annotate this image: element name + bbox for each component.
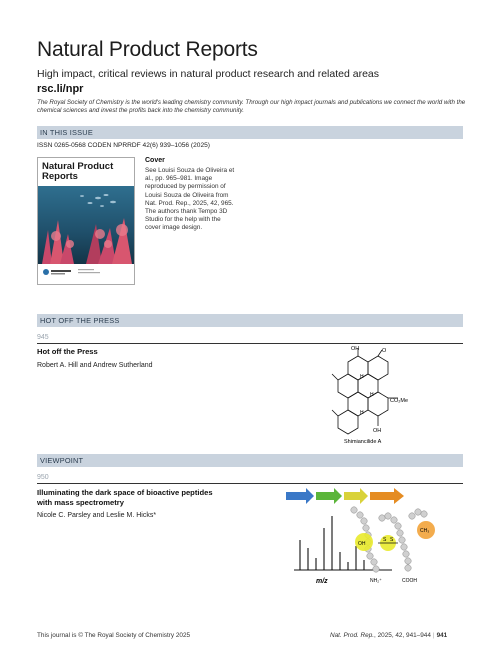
issn-line: ISSN 0265-0568 CODEN NPRRDF 42(6) 939–1056 (2025)	[37, 142, 210, 149]
hot-article-title-link[interactable]: Hot off the Press	[37, 347, 98, 356]
peptide-ms-graphic	[282, 488, 442, 588]
footer-citation: Nat. Prod. Rep., 2025, 42, 941–944 | 941	[330, 632, 448, 639]
rsc-mission-statement: The Royal Society of Chemistry is the world's leading chemistry community. Through our high impact journals and publications we connect the world with the chemical sciences and invest the profits back into the chemistry community.	[37, 99, 466, 115]
viewpoint-page-number: 950	[37, 474, 49, 481]
in-this-issue-heading: IN THIS ISSUE	[37, 126, 463, 139]
shimiancilide-structure	[318, 344, 418, 448]
gene-arrow-orange	[370, 488, 404, 504]
cover-description: See Louisi Souza de Oliveira et al., pp. 965–981. Image reproduced by permission of Louisi Souza de Oliveira from Nat. Prod. Rep., 2025, 42, 965. The authors thank Tempo 3D Studio for the help with the cover image design.	[145, 167, 235, 232]
viewpoint-divider	[37, 483, 463, 484]
nh2-label: NH₂⁺	[370, 578, 382, 584]
gene-arrow-green	[316, 488, 342, 504]
struct-label-co2me: CO₂Me	[390, 398, 409, 404]
footer-page-number: 941	[436, 632, 448, 639]
footer-copyright: This journal is © The Royal Society of Chemistry 2025	[37, 632, 191, 639]
journal-url-link[interactable]: rsc.li/npr	[37, 83, 84, 95]
cover-image[interactable]	[37, 157, 135, 285]
hot-off-the-press-heading: HOT OFF THE PRESS	[37, 314, 463, 327]
viewpoint-article-title-link[interactable]: Illuminating the dark space of bioactive peptides with mass spectrometry	[37, 488, 213, 507]
compound-name: Shimiancilide A	[344, 439, 382, 445]
oh-label: OH	[358, 541, 366, 547]
cover-label: Cover	[145, 157, 165, 164]
struct-label-oh-top: OH	[351, 346, 360, 352]
cover-journal-name: Natural Product Reports	[42, 161, 114, 182]
hot-article-authors: Robert A. Hill and Andrew Sutherland	[37, 362, 153, 369]
mz-axis-label: m/z	[316, 578, 328, 585]
sulfur-label-1: S	[383, 537, 387, 543]
struct-label-o: O	[382, 348, 387, 354]
sulfur-label-2: S	[390, 537, 394, 543]
journal-title: Natural Product Reports	[37, 38, 258, 61]
viewpoint-heading: VIEWPOINT	[37, 454, 463, 467]
viewpoint-article-authors: Nicole C. Parsley and Leslie M. Hicks*	[37, 512, 157, 519]
gene-arrow-blue	[286, 488, 314, 504]
struct-label-h3: H	[360, 410, 364, 416]
journal-subtitle: High impact, critical reviews in natural product research and related areas	[37, 68, 379, 80]
struct-label-h2: H	[370, 392, 374, 398]
hot-page-number: 945	[37, 334, 49, 341]
gene-arrow-yellow	[344, 488, 368, 504]
struct-label-oh-bottom: OH	[373, 428, 382, 434]
ch3-label: CH₃	[420, 528, 430, 534]
struct-label-h1: H	[360, 374, 364, 380]
cooh-label: COOH	[402, 578, 417, 584]
